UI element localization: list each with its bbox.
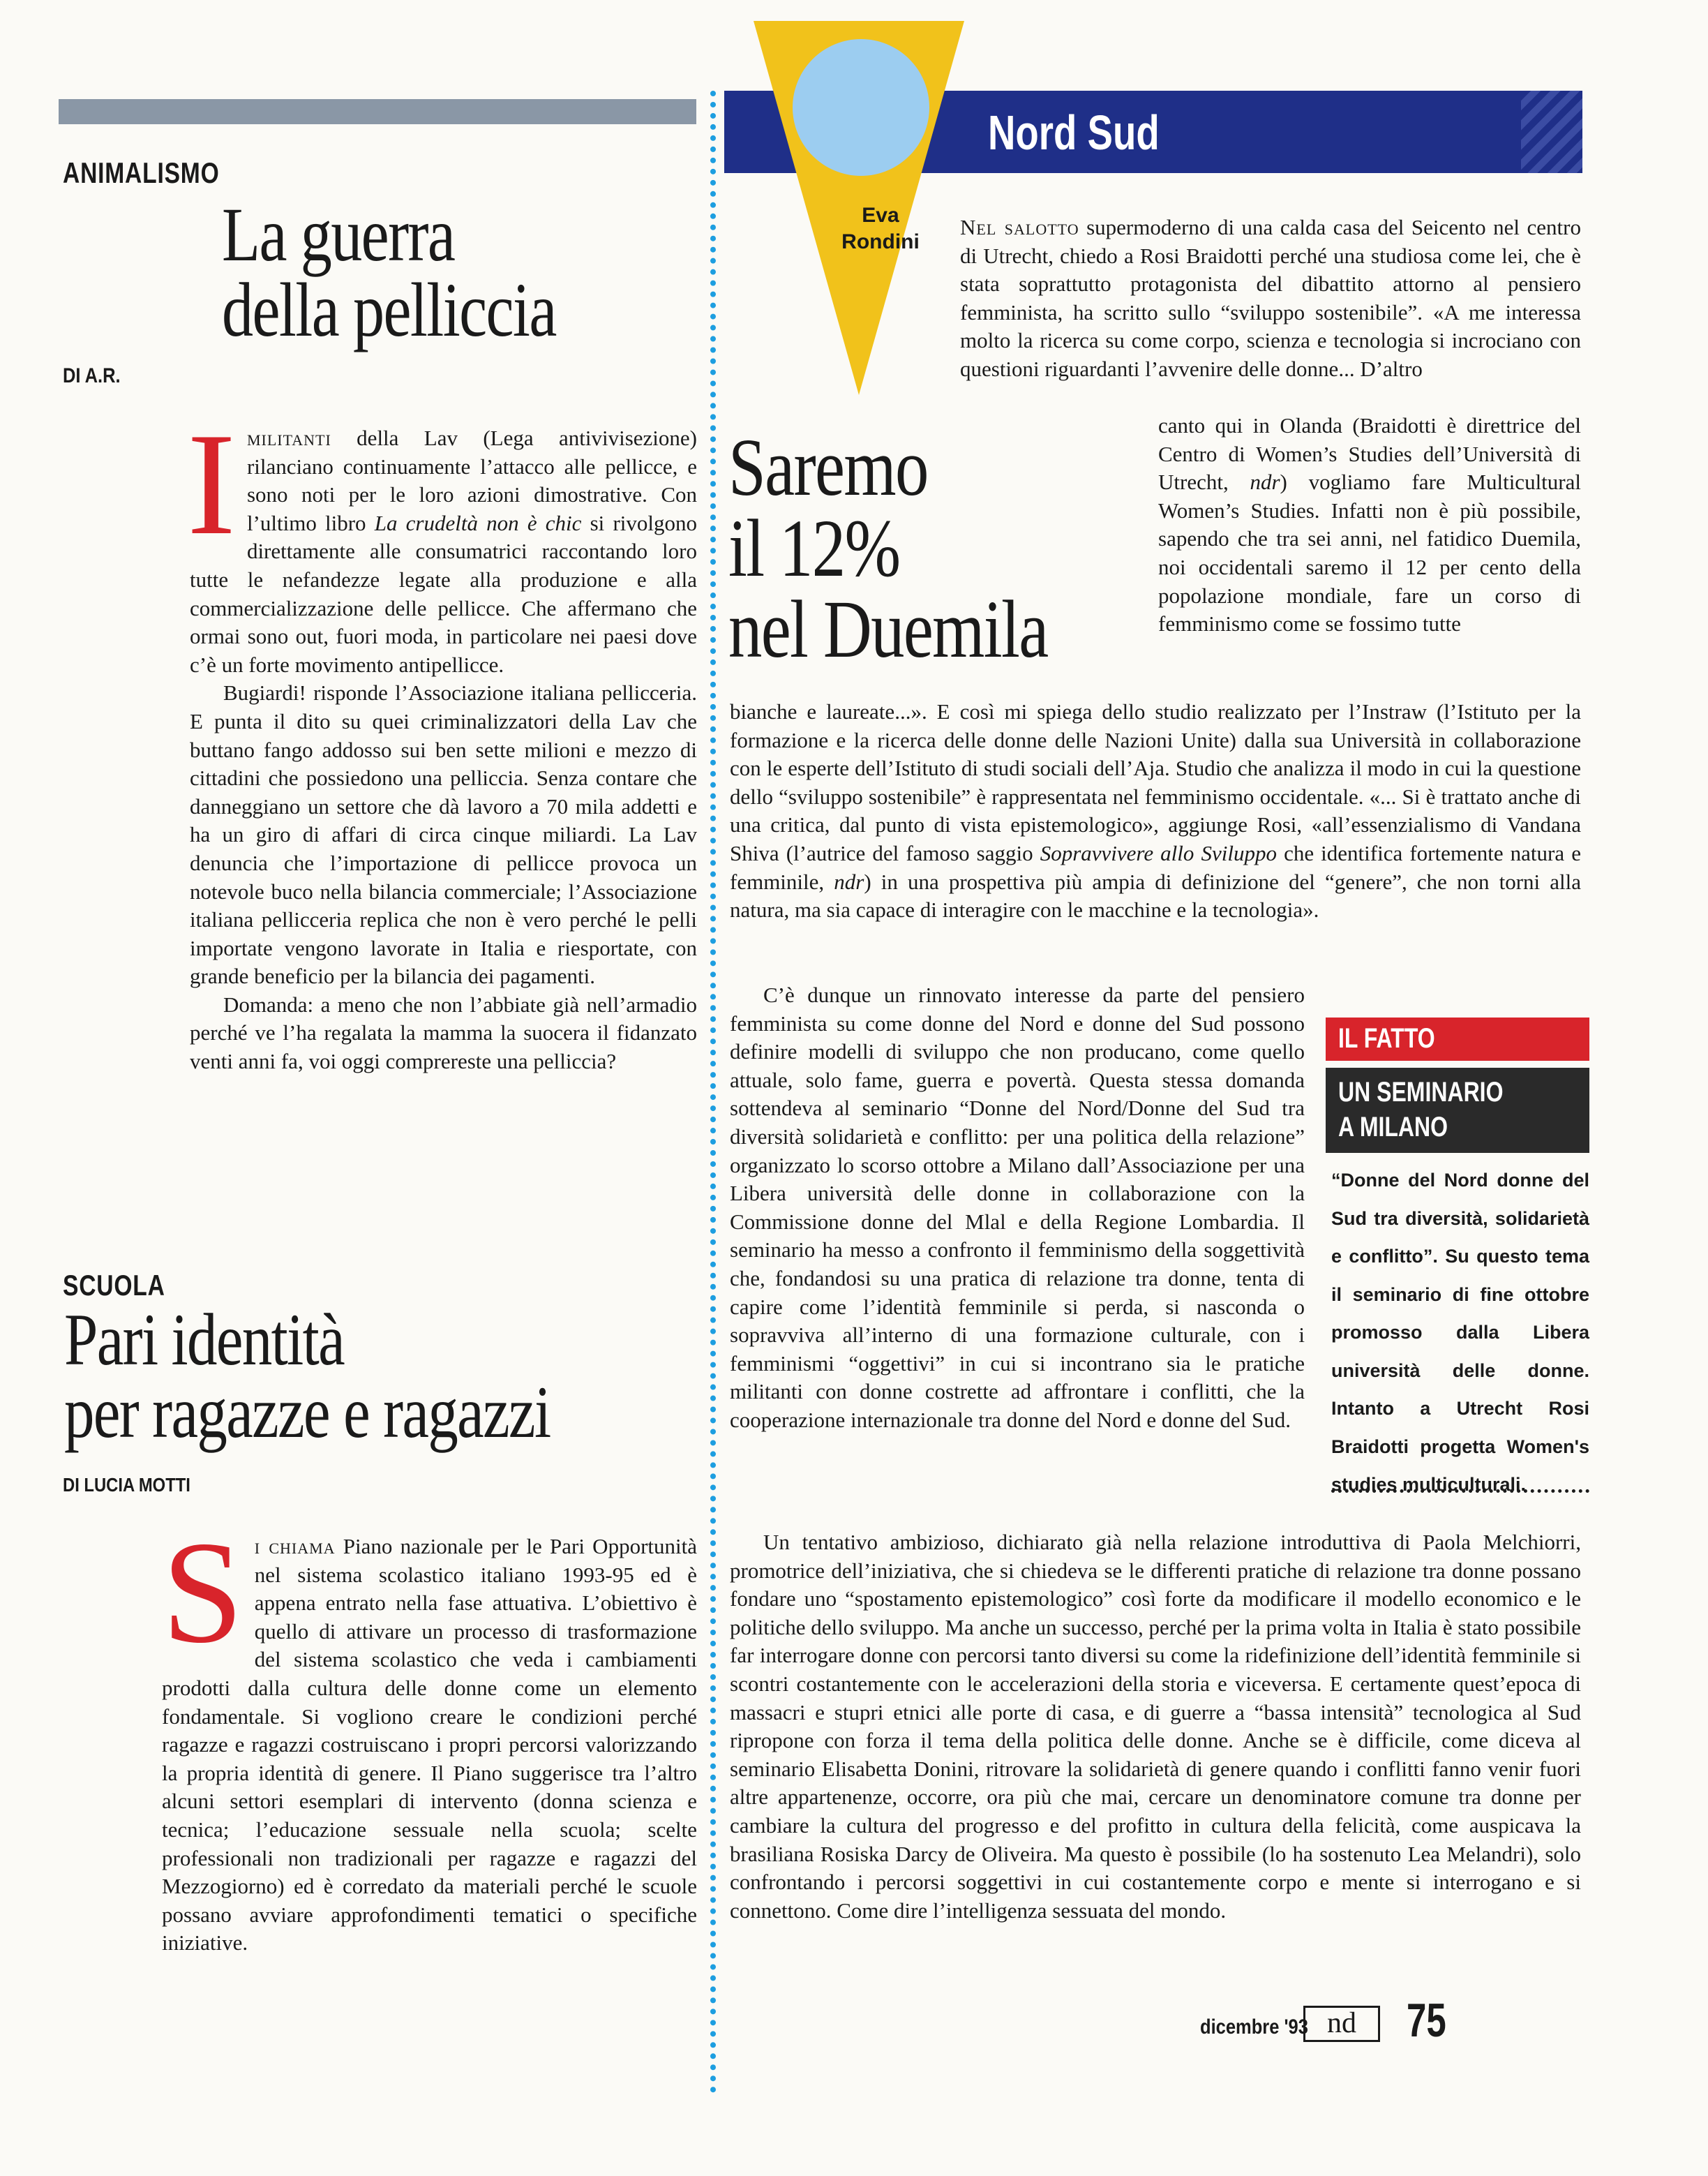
footer-logo: nd (1303, 2006, 1380, 2042)
paragraph: militanti della Lav (Lega antivivisezione) rilanciano continuamente l’attacco alle pellicce, e sono noti per le loro azioni dimostrative. Con l’ultimo libro La crudeltà non è chic si rivolgono direttamente alle consumatrici raccontando loro tutte le nefandezze legate alla produzione e alla commercializzazione delle pellicce. Che affermano che ormai sono out, fuori moda, in particolare nei paesi dove c’è un forte movimento antipellicce. (190, 426, 697, 677)
title-line: per ragazze e ragazzi (64, 1371, 550, 1453)
book-title: Sopravvivere allo Sviluppo (1040, 840, 1277, 865)
author-name (832, 202, 929, 255)
article-title-animalismo (222, 192, 710, 352)
author-first: Eva (862, 204, 899, 227)
paragraph: C’è dunque un rinnovato interesse da parte del pensiero femminista su come donne del Nord e donne del Sud possono definire modelli di sviluppo che non producano, come quello attuale, solo fame, guerra e povertà. Questa stessa domanda sottendeva al seminario “Donne del Nord/Donne del Sud tra diversità solidarietà e conflitto: per una politica della relazione” organizzato lo scorso ottobre a Milano dall’Associazione per una Libera università delle donne in collaborazione con la Commissione donne del Mlal e della Regione Lombardia. Il seminario ha messo a confronto il femminismo della soggettività che, fondandosi su una pratica di relazione tra donne, tenta di capire come l’identità femminile si perda, si nasconda o sopravviva all’interno di una formazione culturale, con i femminismi “oggettivi” in cui si incontrano sia le pratiche militanti con donne costrette ad affrontare i conflitti, che la cooperazione internazionale tra donne del Nord e donne del Sud. (730, 983, 1305, 1432)
article-title-nordsud (728, 422, 1175, 675)
light-blue-circle (793, 39, 929, 176)
drop-cap: I (187, 403, 236, 565)
narrow-paragraph (730, 981, 1305, 1435)
article-body-scuola (162, 1512, 697, 1958)
column-separator-dots (710, 91, 716, 2094)
paragraph: i chiama Piano nazionale per le Pari Opportunità nel sistema scolastico italiano 1993-95 ed è appena entrato nella fase attuativa. L’obiettivo è quello di attivare un processo di trasformazione del sistema scolastico che veda i cambiamenti prodotti dalla cultura delle donne come un elemento fondamentale. Si vogliono creare le condizioni perché ragazze e ragazzi costruiscano i propri percorsi valorizzando la propria identità di genere. Il Piano suggerisce tra l’altro alcuni settori esemplari di intervento (donna scienza e tecnica; l’educazione sessuale nella scuola; scelte professionali non tradizionali per ragazze e ragazzi del Mezzogiorno) ed è corredato da materiali perché le scuole possano avviare approfondimenti tematici o specifiche iniziative. (162, 1534, 697, 1955)
section-banner-title: Nord Sud (988, 105, 1160, 160)
lead-word: militanti (246, 426, 331, 450)
lead-word: Nel salotto (960, 215, 1079, 239)
paragraph: Nel salotto supermoderno di una calda casa del Seicento nel centro di Utrecht, chiedo a Rosi Braidotti perché una studiosa come lei, che è stata soprattutto protagonista del dibattito attorno al pensiero femminista, ha scritto sullo “sviluppo sostenibile”. «A me interessa molto la ricerca su come corpo, scienza e tecnologia si incrociano con questioni riguardanti l’avvenire delle donne... D’altro (960, 215, 1581, 381)
sidebar-heading-line: A MILANO (1338, 1112, 1448, 1142)
paragraph: Domanda: a meno che non l’abbiate già nell’armadio perché ve l’ha regalata la mamma la suocera il fidanzato venti anni fa, voi oggi comprereste una pelliccia? (190, 992, 697, 1074)
side-paragraph (1158, 412, 1581, 639)
title-line: La guerra (222, 192, 455, 277)
banner-stripe (1521, 91, 1582, 173)
footer-date: dicembre '93 (1200, 2015, 1308, 2039)
lead-word: i chiama (254, 1534, 336, 1558)
paragraph: Bugiardi! risponde l’Associazione italiana pellicceria. E punta il dito su quei criminalizzatori della Lav che buttano fango addosso sui ben sette milioni e mezzo di cittadini che possiedono una pelliccia. Senza contare che danneggiano un settore che dà lavoro a 70 mila addetti e ha un giro di affari di circa cinque miliardi. La Lav denuncia che l’importazione di pellicce provoca un notevole buco nella bilancia commerciale; l’Associazione italiana pellicceria replica che non è vero perché le pelli importate vengono lavorate in Italia e riesportate, con grande beneficio per la bilancia dei pagamenti. (190, 680, 697, 989)
sidebar-heading-line: UN SEMINARIO (1338, 1077, 1504, 1108)
left-top-rule (59, 99, 696, 124)
page-number: 75 (1407, 1994, 1446, 2047)
byline-animalismo: DI A.R. (63, 364, 121, 387)
paragraph: bianche e laureate...». E così mi spiega dello studio realizzato per l’Instraw (l’Istituto per la formazione e la ricerca delle donne delle Nazioni Unite) dalla sua Università in collaborazione con le esperte dell’Istituto di studi sociali dell’Aja. Studio che analizza il modo in cui la questione dello “sviluppo sostenibile” è rappresentata nel femminismo occidentale. «... Si è trattato anche di una critica, dal punto di vista epistemologico», aggiunge Rosi, «all’essenzialismo di Vandana Shiva (l’autrice del famoso saggio Sopravvivere allo Sviluppo che identifica fortemente natura e femminile, ndr) in una prospettiva più ampia di definizione del “genere”, che non torni alla natura, ma sia capace di interagire con le macchine e la tecnologia». (730, 699, 1582, 923)
sidebar-label: IL FATTO (1338, 1023, 1435, 1054)
sidebar-text: “Donne del Nord donne del Sud tra diversità, solidarietà e conflitto”. Su questo tema il seminario di fine ottobre promosso dalla Libera università delle donne. Intanto a Utrecht Rosi Braidotti progetta Women's studies multiculturali. (1331, 1170, 1589, 1495)
title-line: nel Duemila (728, 583, 1048, 675)
sidebar-bottom-dots (1331, 1489, 1589, 1493)
section-label-scuola: SCUOLA (63, 1269, 165, 1302)
sidebar-heading (1338, 1075, 1503, 1145)
title-line: Saremo (728, 422, 928, 513)
section-label-animalismo: ANIMALISMO (63, 156, 220, 189)
intro-paragraph (960, 214, 1581, 384)
article-title-scuola (64, 1299, 706, 1453)
final-paragraph (730, 1528, 1581, 1925)
drop-cap: S (162, 1512, 244, 1674)
author-last: Rondini (841, 230, 920, 253)
full-paragraph (730, 698, 1581, 925)
title-line: Pari identità (64, 1299, 345, 1380)
title-line: della pelliccia (222, 267, 556, 352)
title-line: il 12% (728, 502, 900, 594)
paragraph: Un tentativo ambizioso, dichiarato già nella relazione introduttiva di Paola Melchiorri, promotrice dell’iniziativa, che si chiedeva se le differenti pratiche di relazione tra donne possano fondare uno “spostamento epistemologico” così forte da modificare il modello economico e le politiche dello sviluppo. Ma anche un successo, perché per la prima volta in Italia è stato possibile far interrogare donne con percorsi tanto diversi su come la ridefinizione dell’identità femminile si scontri costantemente con le accelerazioni della storia e viceversa. E certamente quest’epoca di massacri e stupri etnici alle porte di casa, e di guerre a “bassa intensità” tecnologica al Sud ripropone con forza il tema della politica delle donne. Anche se è difficile, come diceva al seminario Elisabetta Donini, ritrovare la solidarietà di genere quando i conflitti fanno venir fuori altre appartenenze, occorre, ora più che mai, cercare un denominatore comune tra donne per cambiare la cultura del progresso e del profitto in cultura della felicità, come auspicava la brasiliana Rosiska Darcy de Oliveira. Ma questo è possibile (lo ha sostenuto Lea Melandri), solo confrontando i percorsi soggettivi in cui costantemente corpo e mente si interrogano e si connettono. Come dire l’intelligenza sessuata del mondo. (730, 1530, 1581, 1923)
book-title: La crudeltà non è chic (374, 510, 582, 535)
paragraph: canto qui in Olanda (Braidotti è direttrice del Centro di Women’s Studies dell’Università di Utrecht, ndr) vogliamo fare Multicultural Women’s Studies. Infatti non è più possibile, sapendo che tra sei anni, nel fatidico Duemila, noi occidentali saremo il 12 per cento della popolazione mondiale, fare un corso di femminismo come se fossimo tutte (1158, 413, 1581, 636)
byline-scuola: DI LUCIA MOTTI (63, 1474, 190, 1496)
article-body-animalismo (187, 403, 697, 1076)
